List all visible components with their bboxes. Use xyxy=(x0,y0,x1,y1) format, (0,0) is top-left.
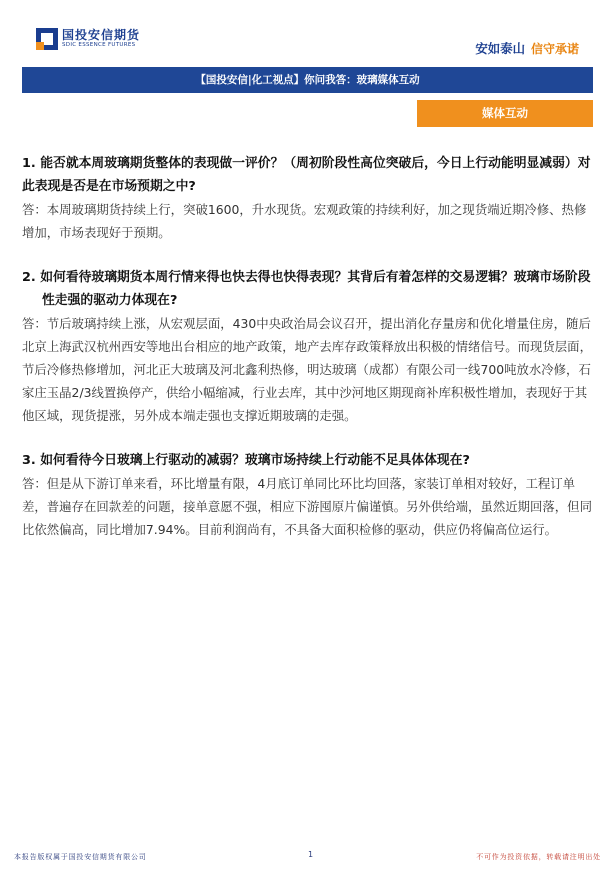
section-tag: 媒体互动 xyxy=(417,100,593,127)
question-2: 2. 如何看待玻璃期货本周行情来得也快去得也快得表现？其背后有着怎样的交易逻辑？玻璃市场阶段性走强的驱动力体现在? xyxy=(22,270,591,308)
company-name: 国投安信期货 xyxy=(62,28,141,42)
slogan-part2: 信守承诺 xyxy=(530,42,579,56)
qa-content xyxy=(22,152,594,541)
question-3: 3. 如何看待今日玻璃上行驱动的减弱？玻璃市场持续上行动能不足具体体现在? xyxy=(22,453,470,468)
answer-1: 答：本周玻璃期货持续上行，突破1600，升水现货。宏观政策的持续利好，加之现货端近期冷修、热修增加，市场表现好于预期。 xyxy=(22,202,587,240)
answer-3: 答：但是从下游订单来看，环比增量有限，4月底订单同比环比均回落，家装订单相对较好，工程订单差，普遍存在回款差的问题，接单意愿不强，相应下游囤原片偏谨慎。另外供给端，虽然近期回落，但同比依然偏高，同比增加7.94%。目前利润尚有，不具备大面积检修的驱动，供应仍将偏高位运行。 xyxy=(22,476,592,537)
answer-2: 答：节后玻璃持续上涨，从宏观层面，430中央政治局会议召开，提出消化存量房和优化增量住房，随后北京上海武汉杭州西安等地出台相应的地产政策，地产去库存政策释放出积极的情绪信号。而现货层面，节后冷修热修增加，河北正大玻璃及河北鑫利热修，明达玻璃（成都）有限公司一线700吨放水冷修，石家庄玉晶2/3线置换停产，供给小幅缩减，行业去库，其中沙河地区期现商补库积极性增加，表现好于其他区域，现货提涨，另外成本端走强也支撑近期玻璃的走强。 xyxy=(22,316,592,423)
page-header xyxy=(0,0,615,60)
page-number: 1 xyxy=(308,850,314,859)
report-title-bar: 【国投安信|化工视点】你问我答：玻璃媒体互动 xyxy=(22,67,593,93)
slogan xyxy=(475,37,579,60)
footer-disclaimer: 不可作为投资依据，转载请注明出处 xyxy=(476,853,601,861)
footer-copyright: 本报告版权属于国投安信期货有限公司 xyxy=(14,853,147,861)
company-logo-icon xyxy=(36,28,58,50)
question-1: 1. 能否就本周玻璃期货整体的表现做一评价？（周初阶段性高位突破后，今日上行动能明显减弱）对此表现是否是在市场预期之中? xyxy=(22,156,591,194)
slogan-part1: 安如泰山 xyxy=(475,41,525,56)
page-footer xyxy=(0,846,615,866)
company-name-en: SDIC ESSENCE FUTURES xyxy=(62,42,136,48)
